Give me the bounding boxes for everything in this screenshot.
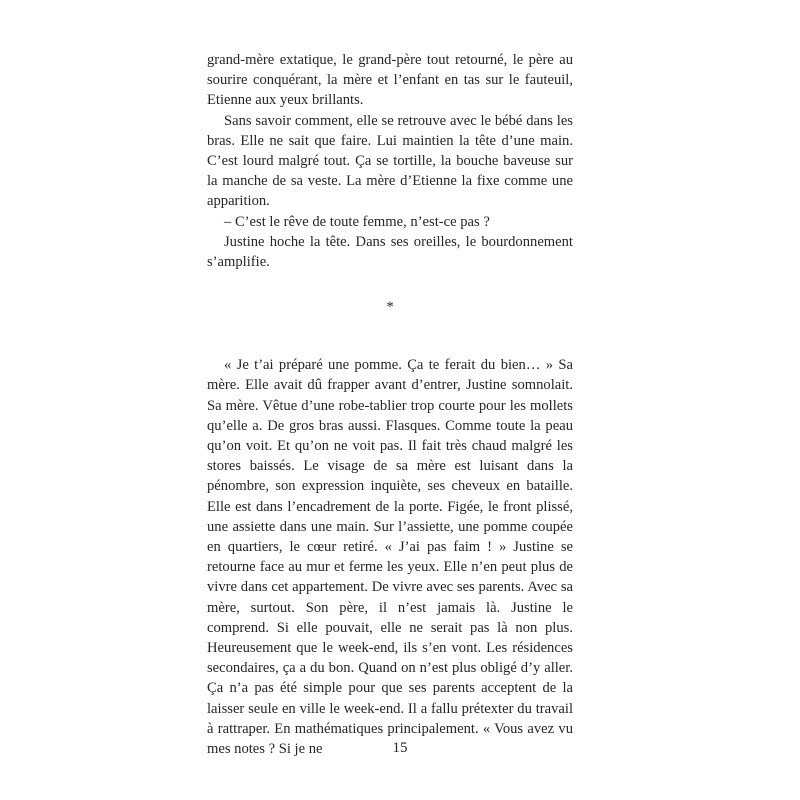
paragraph-5: « Je t’ai préparé une pomme. Ça te ferait du bien… » Sa mère. Elle avait dû frapper avant d’entrer, Justine somnolait. Sa mère. Vêtue d’une robe-tablier trop courte pour les mollets qu’elle a. De gros bras aussi. Flasques. Comme toute la peau qu’on voit. Et qu’on ne voit pas. Il fait très chaud malgré les stores baissés. Le visage de sa mère est luisant dans la pénombre, son expression inquiète, ses cheveux en bataille. Elle est dans l’encadrement de la porte. Figée, le front plissé, une assiette dans une main. Sur l’assiette, une pomme coupée en quartiers, le cœur retiré. « J’ai pas faim ! » Justine se retourne face au mur et ferme les yeux. Elle n’en peut plus de vivre dans cet appartement. De vivre avec ses parents. Avec sa mère, surtout. Son père, il n’est jamais là. Justine le comprend. Si elle pouvait, elle ne serait pas là non plus. Heureusement que le week-end, ils s’en vont. Les résidences secondaires, ça a du bon. Quand on n’est plus obligé d’y aller. Ça n’a pas été simple pour que ses parents acceptent de la laisser seule en ville le week-end. Il a fallu prétexter du travail à rattraper. En mathématiques principalement. « Vous avez vu mes notes ? Si je ne (207, 357, 573, 758)
paragraph-1: grand-mère extatique, le grand-père tout retourné, le père au sourire conquérant, la mère et l’enfant en tas sur le fauteuil, Etienne aux yeux brillants. (207, 52, 573, 109)
paragraph-4: Justine hoche la tête. Dans ses oreilles, le bourdonnement s’amplifie. (207, 233, 573, 271)
paragraph-2: Sans savoir comment, elle se retrouve avec le bébé dans les bras. Elle ne sait que faire. Lui maintien la tête d’une main. C’est lourd malgré tout. Ça se tortille, la bouche baveuse sur la manche de sa veste. La mère d’Etienne la fixe comme une apparition. (207, 112, 573, 210)
paragraph-3-dialogue: – C’est le rêve de toute femme, n’est-ce pas ? (224, 213, 490, 230)
page-number: 15 (392, 740, 408, 756)
section-break: * (386, 299, 394, 316)
page-body (207, 50, 573, 759)
section-gap (207, 317, 573, 355)
